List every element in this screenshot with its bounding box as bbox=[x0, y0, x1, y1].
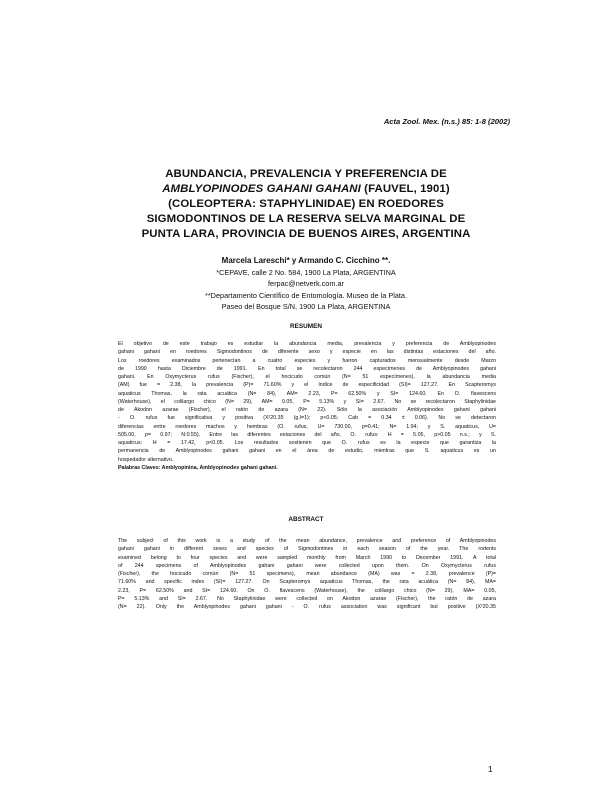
resumen-line: Los roedores examinados pertenecían a cuatro especies y fueron capturados mensualmente desde Marzo bbox=[118, 357, 496, 364]
title-line-4: SIGMODONTINOS DE LA RESERVA SELVA MARGINAL DE bbox=[146, 213, 466, 225]
resumen-line: aquaticus Thomas, la rata acuática (N= 84), AM= 2.23, P= 62.50% y SI= 124.60. En O. flavescens bbox=[118, 390, 496, 397]
abstract-line: (Fischer), the hocicudo común (N= 51 specimens), mean abundance (MA) was = 2.38, prevalence (P)= bbox=[118, 571, 496, 577]
resumen-line: (Waterhouse), el colilargo chico (N= 29), AM= 0.05, P= 5.13% y SI= 2.67. No se recolectaron Staphylinidae bbox=[118, 398, 496, 405]
abstract-line: examined belong to four species and were sampled monthly from March 1990 to December 1991. A total bbox=[118, 554, 496, 561]
resumen-line: 505.00, p= 0.97; N:0.55). Entre las diferentes estaciones del año, O. rufus: H = 5.05, p>0.05 n.s.; y S. bbox=[118, 431, 496, 438]
resumen-line: aquaticus: H = 17.42, p<0.05. Los resultados sostienen que O. rufus es la especie que garantiza la bbox=[118, 440, 496, 446]
authors: Marcela Lareschi* y Armando C. Cicchino **. bbox=[221, 256, 391, 265]
abstract-line: of 244 specimens of Amblyopinodes gahani gahani were collected upon them. On Oxymycterus rufus bbox=[118, 562, 496, 569]
resumen-line: - O. rufus fue significativa y positiva (X²20.35 (g.l=1); p<0.05; Cab = 0.34 ± 0.06). No se detectaron bbox=[118, 415, 496, 422]
abstract-body bbox=[118, 537, 496, 611]
title-line-5: PUNTA LARA, PROVINCIA DE BUENOS AIRES, ARGENTINA bbox=[141, 228, 471, 240]
resumen-line: de 1990 hasta Diciembre de 1991. En total se recolectaron 244 especímenes de Amblyopinodes gahani bbox=[118, 365, 496, 372]
affiliation-2-line-1: **Departamento Científico de Entomología. Museo de la Plata. bbox=[205, 291, 407, 300]
resumen-line: gahani. En Oxymycterus rufus (Fischer), el hocicudo común (N= 51 especímenes), la abundancia media bbox=[118, 374, 496, 380]
title-author-year: (FAUVEL, 1901) bbox=[360, 183, 450, 195]
abstract-heading: ABSTRACT bbox=[288, 516, 324, 523]
affiliation-2-line-2: Paseo del Bosque S/N, 1900 La Plata, ARGENTINA bbox=[221, 302, 391, 311]
resumen-line: hospedador alternativo. bbox=[118, 456, 174, 463]
affiliation-1-email[interactable]: ferpac@netverk.com.ar bbox=[268, 279, 344, 288]
paper-title bbox=[110, 167, 502, 242]
abstract-line: P= 5.13% and SI= 2.67. No Staphylinidae were collected on Akodon azarae (Fischer), the ratón de azara bbox=[118, 595, 496, 602]
abstract-line: The subject of this work is a study of the mean abundance, prevalence and preference of Amblyopinodes bbox=[118, 538, 496, 544]
resumen-line: El objetivo de este trabajo es estudiar la abundancia media, prevalencia y preferencia de Amblyopinodes bbox=[118, 341, 496, 347]
resumen-keywords: Palabras Claves: Amblyopinina, Amblyopinodes gahani gahani. bbox=[118, 464, 278, 471]
resumen-line: de Akodon azarae (Fischer), el ratón de azara (N= 22). Sólo la asociación Amblyopinodes gahani gahani bbox=[118, 407, 496, 413]
page-number: 1 bbox=[488, 764, 493, 774]
resumen-line: diferencias entre roedores machos y hembras (O. rufus, U= 730.00, p=0.41; N= 1.94; y S. aquaticus, U= bbox=[118, 423, 496, 430]
abstract-line: 2.23, P= 62.50% and SI= 124.60. On O. flavescens (Waterhouse), the colilargo chico (N= 29), MA= 0.05, bbox=[118, 587, 496, 594]
resumen-line: (AM) fue = 2.38, la prevalencia (P)= 71.60% y el índice de especificidad (SI)= 127.27. En Scapteromys bbox=[118, 382, 496, 389]
affiliation-1: *CEPAVE, calle 2 No. 584, 1900 La Plata, ARGENTINA bbox=[216, 268, 396, 277]
resumen-line: permanencia de Amblyopinodes gahani gahani en el área de estudio, mientras que S. aquaticus es un bbox=[118, 448, 496, 455]
abstract-line: 71.60% and specific index (SI)= 127.27. On Scapteromys aquaticus Thomas, the rata acuática (N= 84), MA= bbox=[118, 579, 496, 586]
title-line-2 bbox=[110, 182, 502, 197]
abstract-line: gahani gahani in different sexes and species of Sigmodontines in each season of the year. The rodents bbox=[118, 546, 496, 553]
title-line-1: ABUNDANCIA, PREVALENCIA Y PREFERENCIA DE bbox=[165, 168, 447, 180]
resumen-heading: RESUMEN bbox=[290, 323, 322, 330]
title-line-3: (COLEOPTERA: STAPHYLINIDAE) EN ROEDORES bbox=[168, 198, 444, 210]
abstract-line: (N= 22). Only the Amblyopinodes gahani gahani - O. rufus association was significant but positive (X²20.35 bbox=[118, 604, 496, 610]
resumen-body bbox=[118, 340, 496, 472]
resumen-line: gahani gahani en roedores Sigmodontinos de diferente sexo y especie en las distintas estaciones del año. bbox=[118, 349, 496, 356]
title-species-name: AMBLYOPINODES GAHANI GAHANI bbox=[162, 183, 361, 195]
journal-citation: Acta Zool. Mex. (n.s.) 85: 1-8 (2002) bbox=[383, 117, 510, 126]
